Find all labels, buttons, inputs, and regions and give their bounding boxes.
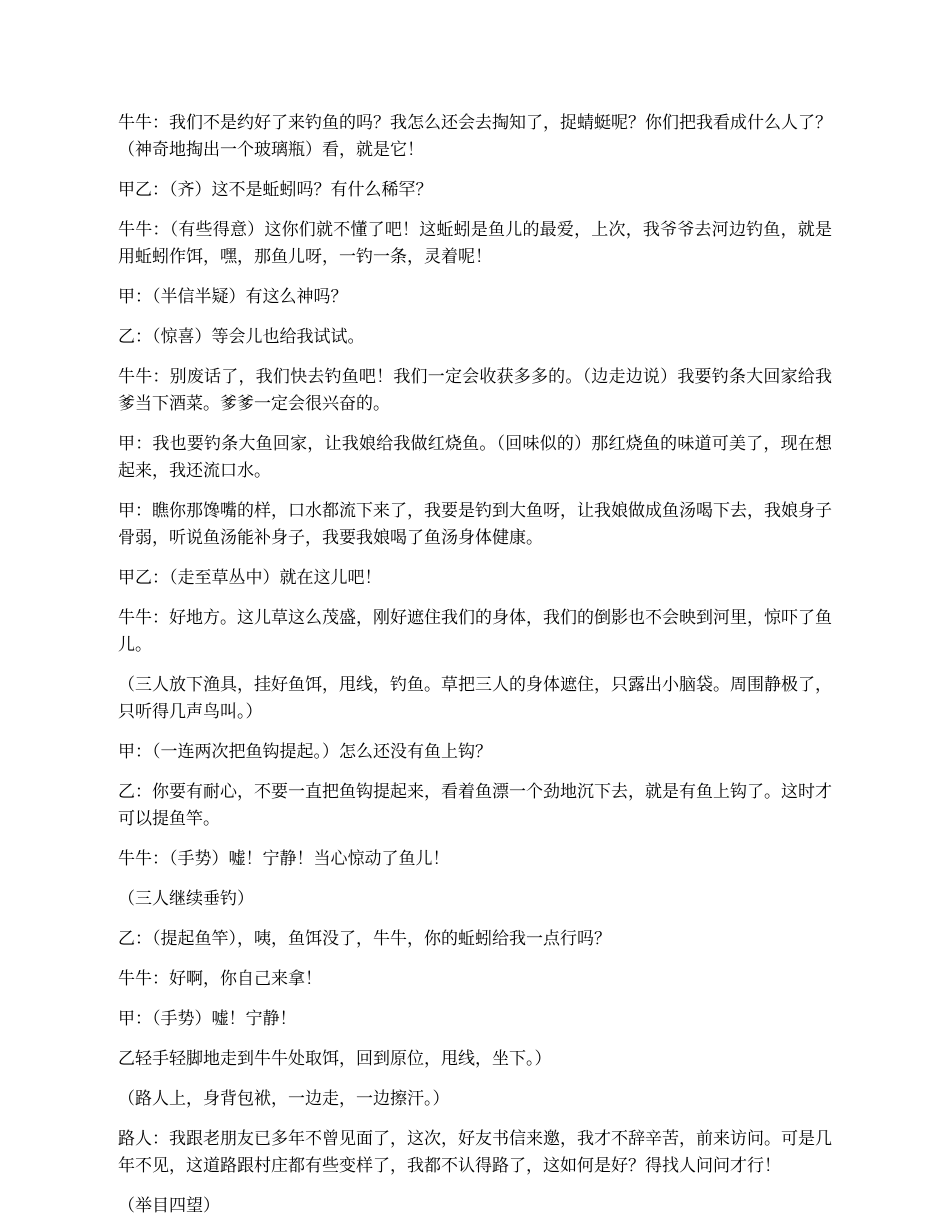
paragraph: 牛牛：我们不是约好了来钓鱼的吗？我怎么还会去掏知了，捉蜻蜓呢？你们把我看成什么人了？（神奇地掏出一个玻璃瓶）看，就是它！ [118, 113, 832, 160]
paragraph: 路人：我跟老朋友已多年不曾见面了，这次，好友书信来邀，我才不辞辛苦，前来访问。可是几年不见，这道路跟村庄都有些变样了，我都不认得路了，这如何是好？得找人问问才行！ [118, 1129, 832, 1176]
paragraph: 甲乙：（走至草丛中）就在这儿吧！ [118, 568, 382, 588]
paragraph: 甲：我也要钓条大鱼回家，让我娘给我做红烧鱼。（回味似的）那红烧鱼的味道可美了，现在想起来，我还流口水。 [118, 434, 832, 481]
document-body [118, 110, 832, 1220]
paragraph: 甲：（一连两次把鱼钩提起。）怎么还没有鱼上钩？ [118, 742, 492, 762]
paragraph: 牛牛：（有些得意）这你们就不懂了吧！这蚯蚓是鱼儿的最爱，上次，我爷爷去河边钓鱼，就是用蚯蚓作饵，嘿，那鱼儿呀，一钓一条，灵着呢！ [118, 220, 832, 267]
paragraph: 甲：（半信半疑）有这么神吗？ [118, 287, 348, 307]
paragraph: 乙：（提起鱼竿），咦，鱼饵没了，牛牛，你的蚯蚓给我一点行吗？ [118, 929, 611, 949]
paragraph: 甲乙：（齐）这不是蚯蚓吗？有什么稀罕？ [118, 180, 433, 200]
paragraph: 牛牛：（手势）嘘！宁静！当心惊动了鱼儿！ [118, 849, 450, 869]
paragraph: 乙轻手轻脚地走到牛牛处取饵，回到原位，甩线，坐下。） [118, 1049, 552, 1069]
paragraph: 牛牛：别废话了，我们快去钓鱼吧！我们一定会收获多多的。（边走边说）我要钓条大回家给我爹当下酒菜。爹爹一定会很兴奋的。 [118, 367, 832, 414]
paragraph: （路人上，身背包袱，一边走，一边擦汗。） [118, 1089, 450, 1109]
paragraph: 甲：（手势）嘘！宁静！ [118, 1009, 297, 1029]
paragraph: 牛牛：好地方。这儿草这么茂盛，刚好遮住我们的身体，我们的倒影也不会映到河里，惊吓了鱼儿。 [118, 608, 832, 655]
paragraph: 甲：瞧你那馋嘴的样，口水都流下来了，我要是钓到大鱼呀，让我娘做成鱼汤喝下去，我娘身子骨弱，听说鱼汤能补身子，我要我娘喝了鱼汤身体健康。 [118, 501, 832, 548]
paragraph: 牛牛：好啊，你自己来拿！ [118, 969, 322, 989]
paragraph: （举目四望） [118, 1196, 220, 1216]
paragraph: （三人放下渔具，挂好鱼饵，甩线，钓鱼。草把三人的身体遮住，只露出小脑袋。周围静极了，只听得几声鸟叫。） [118, 675, 832, 722]
paragraph: 乙：（惊喜）等会儿也给我试试。 [118, 327, 365, 347]
paragraph: （三人继续垂钓） [118, 889, 254, 909]
paragraph: 乙：你要有耐心，不要一直把鱼钩提起来，看着鱼漂一个劲地沉下去，就是有鱼上钩了。这时才可以提鱼竿。 [118, 782, 832, 829]
